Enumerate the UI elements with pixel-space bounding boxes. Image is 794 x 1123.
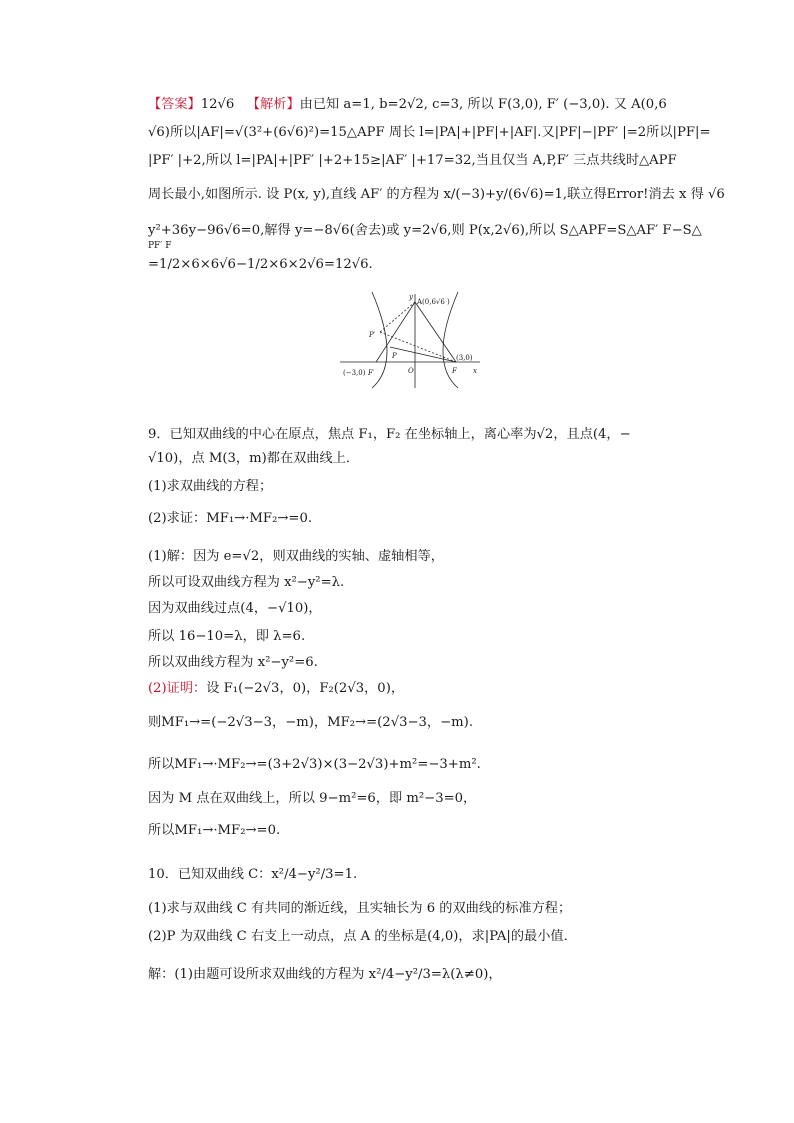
answer-line-1 xyxy=(148,96,667,114)
q9-proof-4: 因为 M 点在双曲线上，所以 9−m²=6，即 m²−3=0， xyxy=(148,791,477,806)
q9-proof-2: 则MF₁→=(−2√3−3，−m)，MF₂→=(2√3−3，−m). xyxy=(148,715,474,730)
segment-AP-prime xyxy=(380,302,415,332)
q10-part-2: (2)P 为双曲线 C 右支上一动点，点 A 的坐标是(4,0)，求|PA|的最小值． xyxy=(148,929,577,944)
analysis-text-4: 周长最小,如图所示. 设 P(x, y),直线 AF′ 的方程为 x/(−3)+y/(6√6)=1,联立得Error!消去 x 得 √6 xyxy=(148,187,725,202)
q9-solution-2: 所以可设双曲线方程为 x²−y²=λ. xyxy=(148,575,345,590)
q9-proof-text-1: 设 F₁(−2√3，0)，F₂(2√3，0)， xyxy=(206,681,405,696)
q9-part-1: (1)求双曲线的方程； xyxy=(148,479,273,494)
q9-solution-text-1: 因为 e=√2，则双曲线的实轴、虚轴相等， xyxy=(193,549,444,564)
q9-proof-label: (2)证明： xyxy=(148,681,207,696)
analysis-tag: 【解析】 xyxy=(246,97,300,112)
analysis-text-6: =1/2×6×6√6−1/2×6×2√6=12√6. xyxy=(148,257,373,272)
q9-solution-label: (1)解： xyxy=(148,549,194,564)
q9-solution-4: 所以 16−10=λ，即 λ=6. xyxy=(148,629,306,644)
analysis-text-5: y²+36y−96√6=0,解得 y=−8√6(舍去)或 y=2√6,则 P(x,2√6),所以 S△APF=S△AF′ F−S△ xyxy=(148,223,702,238)
label-minus-3-0: (−3,0) xyxy=(343,369,366,377)
analysis-text-1: 由已知 a=1, b=2√2, c=3, 所以 F(3,0), F′ (−3,0). 又 A(0,6 xyxy=(299,97,667,112)
answer-value: 12√6 xyxy=(200,97,235,112)
q9-part-2: (2)求证：MF₁→·MF₂→=0. xyxy=(148,511,313,526)
q9-solution-1 xyxy=(148,548,444,566)
label-P-prime: P′ xyxy=(369,331,376,339)
label-P: P xyxy=(392,352,397,360)
q9-solution-5: 所以双曲线方程为 x²−y²=6. xyxy=(148,655,318,670)
q9-proof-5: 所以MF₁→·MF₂→=0. xyxy=(148,823,281,838)
segment-PF xyxy=(390,347,456,362)
analysis-text-3: |PF′ |+2,所以 l=|PA|+|PF′ |+2+15≥|AF′ |+17=32,当且仅当 A,P,F′ 三点共线时△APF xyxy=(148,153,677,168)
label-3-0: (3,0) xyxy=(456,354,473,362)
q10-stem: 10．已知双曲线 C：x²/4−y²/3=1. xyxy=(148,867,358,882)
answer-tag: 【答案】 xyxy=(148,97,201,112)
q10-solution-1: 解：(1)由题可设所求双曲线的方程为 x²/4−y²/3=λ(λ≠0)， xyxy=(148,967,502,982)
q9-stem-1: 9．已知双曲线的中心在原点，焦点 F₁，F₂ 在坐标轴上，离心率为√2，且点(4，− xyxy=(148,427,631,442)
q10-part-1: (1)求与双曲线 C 有共同的渐近线，且实轴长为 6 的双曲线的标准方程； xyxy=(148,901,572,916)
analysis-subscript: PF′ F xyxy=(148,241,172,251)
label-F: F xyxy=(452,367,457,375)
hyperbola-figure xyxy=(338,290,488,390)
segment-AF xyxy=(415,302,456,362)
q9-proof-1 xyxy=(148,680,404,698)
label-A: A(0,6√6 ) xyxy=(417,298,450,306)
label-x: x xyxy=(473,367,477,375)
q9-proof-3: 所以MF₁→·MF₂→=(3+2√3)×(3−2√3)+m²=−3+m². xyxy=(148,757,481,772)
label-F-prime: F′ xyxy=(368,369,375,377)
analysis-text-2: √6)所以|AF|=√(3²+(6√6)²)=15△APF 周长 l=|PA|+|PF|+|AF|.又|PF|−|PF′ |=2所以|PF|= xyxy=(148,125,711,140)
q9-stem-2: √10)，点 M(3，m)都在双曲线上． xyxy=(148,451,360,466)
q9-solution-3: 因为双曲线过点(4，−√10)， xyxy=(148,601,322,616)
label-O: O xyxy=(408,367,414,375)
label-y: y xyxy=(409,293,413,301)
